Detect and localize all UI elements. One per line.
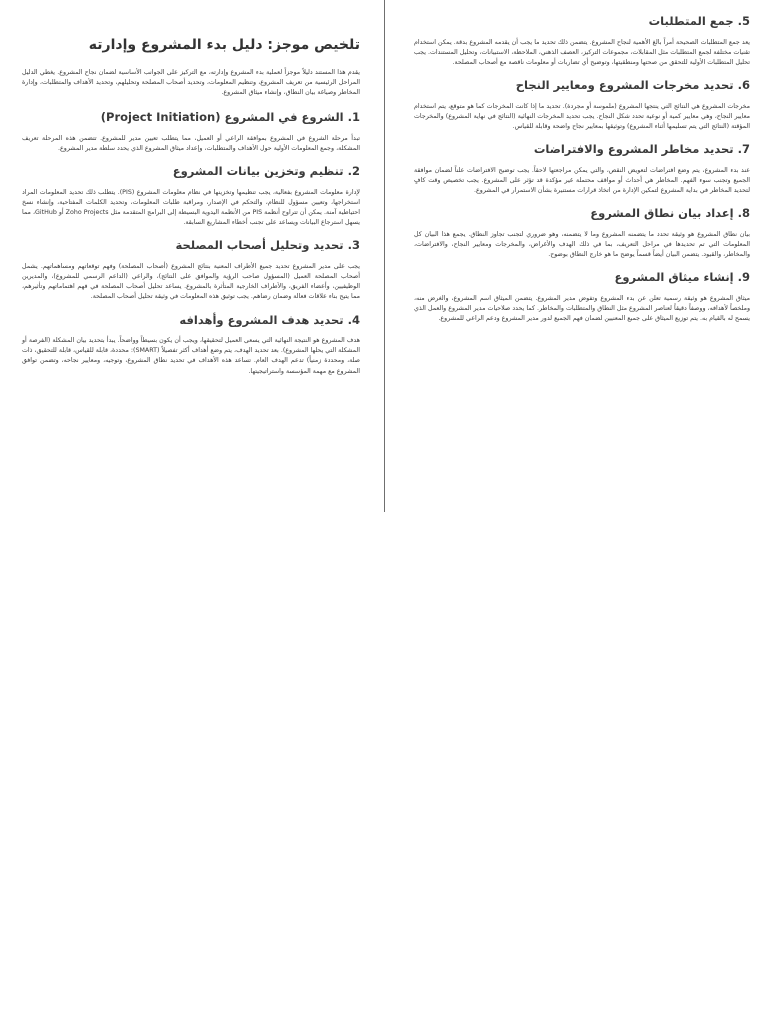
section-project-data	[22, 164, 360, 228]
section-project-initiation	[22, 110, 360, 154]
section-paragraph: مخرجات المشروع هي النتائج التي ينتجها المشروع (ملموسة أو مجردة). تحديد ما إذا كانت المخرجات كما هو متوقع، يتم استخدام معايير النجاح، وهي معايير كمية أو نوعية تحدد شكل النجاح. يجب تحديد المخرجات النهائية (النتائج في نهاية المشروع) والمخرجات المؤقتة (النتائج التي يتم تسليمها أثناء المشروع) وتوثيقها بمعايير نجاح واضحة وقابلة للقياس.	[414, 102, 750, 130]
section-heading: 7. تحديد مخاطر المشروع والافتراضات	[533, 142, 750, 157]
section-paragraph: ميثاق المشروع هو وثيقة رسمية تعلن عن بدء المشروع وتفوض مدير المشروع. يتضمن الميثاق اسم المشروع، والغرض منه، وملخصاً لأهدافه، ووصفاً دقيقاً لعناصر المشروع مثل النطاق والمتطلبات والمخاطر. كما يحدد صلاحيات مدير المشروع والعمل الذي يسمح له بالقيام به. يتم توزيع الميثاق على جميع المعنيين لضمان فهم الجميع لدور مدير المشروع ودعم الراعي للمشروع.	[414, 294, 750, 323]
section-heading: 3. تحديد وتحليل أصحاب المصلحة	[175, 238, 360, 253]
section-heading: 5. جمع المتطلبات	[648, 14, 750, 28]
section-paragraph: هدف المشروع هو النتيجة النهائية التي يسعى العميل لتحقيقها، ويجب أن يكون بسيطاً وواضحاً. يبدأ بتحديد بيان المشكلة (الفرصة أو المشكلة التي يحلها المشروع). بعد تحديد الهدف، يتم وضع أهداف أكثر تفصيلاً (SMART): محددة، قابلة للقياس، قابلة للتحقيق، ذات صلة، ومحددة زمنياً) تدعم الهدف العام. تساعد هذه الأهداف في تحديد نطاق المشروع، وتوجيه، ومعايير نجاحه، وتضمن توافق المشروع مع مهمة المؤسسة واستراتيجيتها.	[22, 337, 360, 375]
section-goals	[22, 313, 360, 377]
section-paragraph: عند بدء المشروع، يتم وضع افتراضات لتعويض النقص، والتي يمكن مراجعتها لاحقاً. يجب توضيح الافتراضات علناً لضمان موافقة الجميع وتجنب سوء الفهم. المخاطر هي أحداث أو مواقف محتملة غير مؤكدة قد تؤثر على المشروع. يجب تخصيص وقت كافٍ لتحديد المخاطر في بداية المشروع لتمكين الإدارة من اتخاذ قرارات مستنيرة بشأن الاستمرار في المشروع.	[414, 166, 750, 195]
section-requirements	[414, 14, 750, 68]
section-deliverables	[414, 78, 750, 132]
document-intro: يقدم هذا المستند دليلاً موجزاً لعملية بدء المشروع وإدارته، مع التركيز على الجوانب الأساسية لضمان نجاح المشروع. يغطي الدليل المراحل الرئيسية من تعريف المشروع، وتنظيم المعلومات، وتحديد أصحاب المصلحة وتحليلهم، وتحديد الأهداف والمتطلبات، وإدارة المخاطر وصياغة بيان النطاق، وإنشاء ميثاق المشروع.	[22, 68, 360, 96]
section-heading: 9. إنشاء ميثاق المشروع	[614, 270, 750, 285]
section-heading: 8. إعداد بيان نطاق المشروع	[590, 206, 750, 221]
section-risks	[414, 142, 750, 196]
section-paragraph: بيان نطاق المشروع هو وثيقة تحدد ما يتضمنه المشروع وما لا يتضمنه، وهو ضروري لتجنب تجاوز النطاق. يجمع هذا البيان كل المعلومات التي تم تحديدها في مراحل التعريف، بما في ذلك الهدف والأغراض، والمخرجات ومعايير النجاح، والافتراضات، والمخاطر، والقيود. يتضمن البيان أيضاً قسماً يوضح ما هو خارج النطاق بوضوح.	[414, 230, 750, 259]
section-heading: 4. تحديد هدف المشروع وأهدافه	[179, 312, 360, 327]
page-two	[414, 14, 750, 334]
section-paragraph: تبدأ مرحلة الشروع في المشروع بموافقة الراعي أو العميل، مما يتطلب تعيين مدير للمشروع. تتضمن هذه المرحلة تعريف المشكلة، وجمع المعلومات الأولية حول الأهداف والمتطلبات، وإعداد ميثاق المشروع الذي يحدد سلطة مدير المشروع.	[22, 134, 360, 152]
page-one	[22, 36, 360, 387]
section-heading: 2. تنظيم وتخزين بيانات المشروع	[172, 164, 360, 179]
section-paragraph: يعد جمع المتطلبات الصحيحة أمراً بالغ الأهمية لنجاح المشروع. يتضمن ذلك تحديد ما يجب أن يقدمه المشروع بدقة. يمكن استخدام تقنيات مختلفة لجمع المتطلبات مثل المقابلات، مجموعات التركيز، العصف الذهني، الملاحظة، الاستبيانات، وتحليل المستندات. يجب تحليل المتطلبات الأولية للتحقق من صحتها ومنطقيتها، وتوضيح أي تضاربات أو معلومات ناقصة مع أصحاب المصلحة.	[414, 38, 750, 66]
page-divider	[384, 0, 385, 512]
document-title: تلخيص موجز: دليل بدء المشروع وإدارته	[88, 37, 360, 53]
section-paragraph: يجب على مدير المشروع تحديد جميع الأطراف المعنية بنتائج المشروع (أصحاب المصلحة) وفهم توقعاتهم ومساهماتهم. يشمل أصحاب المصلحة العميل (المسؤول صاحب الرؤية والموافق على النتائج)، والراعي (الداعم الرسمي للمشروع)، والمديرين الوظيفيين، وأعضاء الفريق، والأطراف الخارجية المتأثرة بالمشروع. يساعد تحليل أصحاب المصلحة في فهم اهتماماتهم وتأثيرهم، مما يتيح بناء علاقات فعالة وضمان رضاهم. يجب توثيق هذه المعلومات في وثيقة تحليل أصحاب المصلحة.	[22, 262, 360, 301]
section-heading: 1. الشروع في المشروع (Project Initiation)	[100, 110, 360, 125]
section-stakeholders	[22, 238, 360, 302]
section-scope	[414, 206, 750, 260]
section-charter	[414, 270, 750, 324]
section-paragraph: لإدارة معلومات المشروع بفعالية، يجب تنظيمها وتخزينها في نظام معلومات المشروع (PIS). يتطلب ذلك تحديد المعلومات المراد استخراجها، وتعيين مسؤول للنظام، والتحكم في الإصدار، ومراقبة طلبات المعلومات، وتحديد الكلمات المفتاحية، وإنشاء نسخ احتياطية آمنة. يمكن أن تتراوح أنظمة PIS من الأنظمة اليدوية البسيطة إلى البرامج المتقدمة مثل Zoho Projects أو GitHub، مما يسهل استرجاع البيانات ويساعد على تجنب أخطاء المشاريع السابقة.	[22, 188, 361, 227]
section-heading: 6. تحديد مخرجات المشروع ومعايير النجاح	[515, 78, 750, 93]
